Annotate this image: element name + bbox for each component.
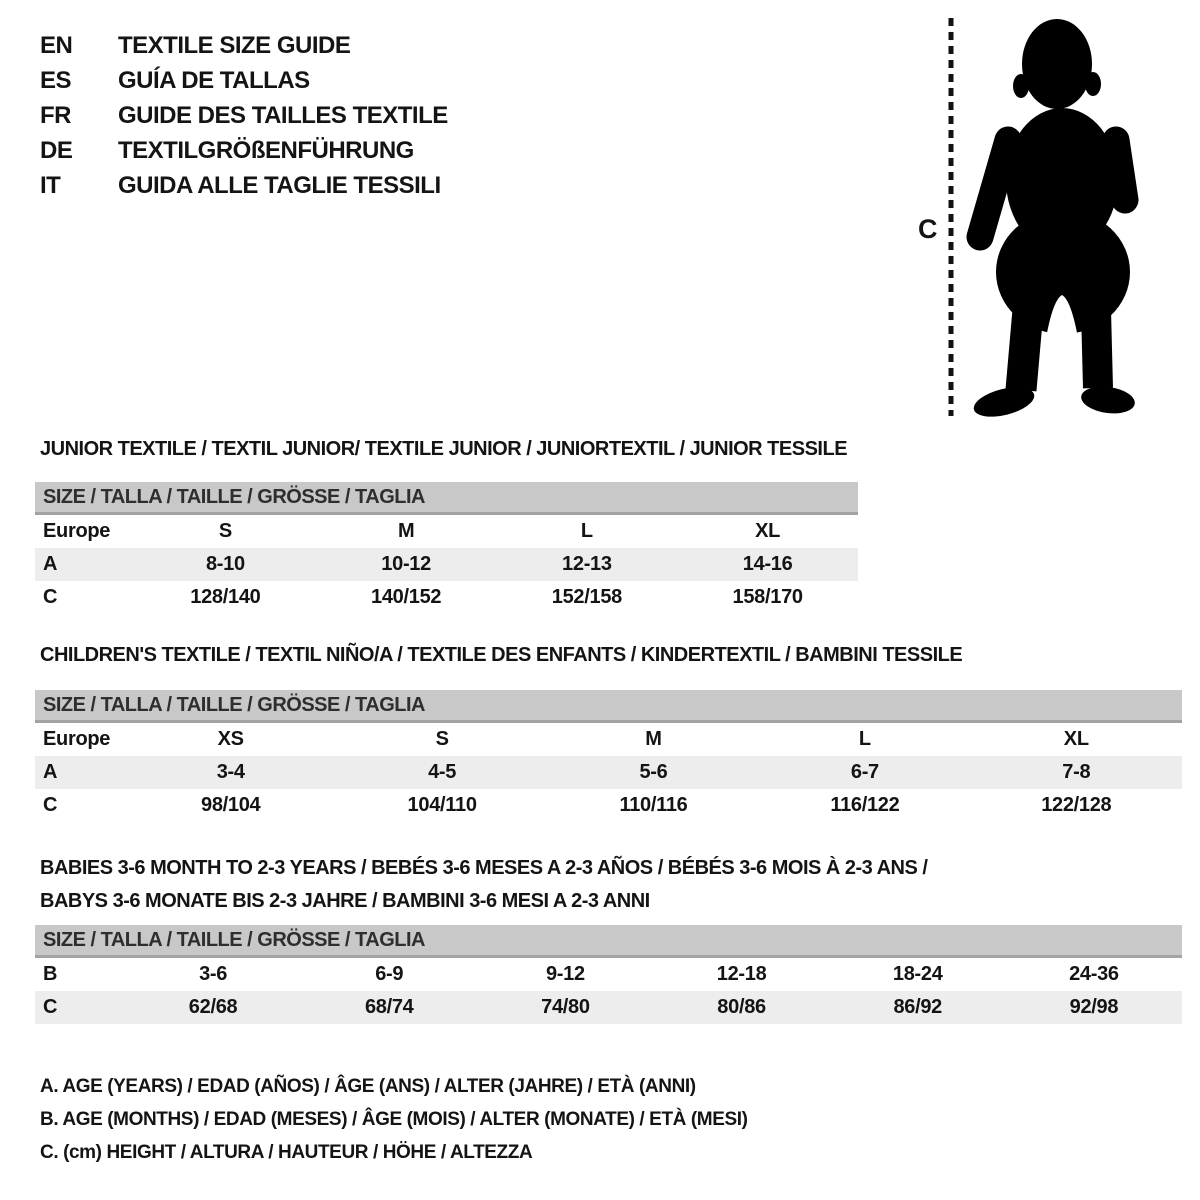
- height-label: C: [918, 214, 938, 244]
- cell-value: 12-13: [562, 553, 612, 575]
- section-title: JUNIOR TEXTILE / TEXTIL JUNIOR/ TEXTILE JUNIOR / JUNIORTEXTIL / JUNIOR TESSILE: [40, 438, 848, 460]
- language-code: FR: [40, 102, 71, 129]
- cell-value: 14-16: [742, 553, 793, 575]
- cell-value: L: [858, 728, 871, 750]
- cell-value: 80/86: [717, 996, 766, 1018]
- language-code: ES: [40, 67, 72, 94]
- row-label: Europe: [43, 520, 111, 542]
- table-header: SIZE / TALLA / TAILLE / GRÖSSE / TAGLIA: [35, 690, 1182, 723]
- height-figure-svg: [900, 0, 1200, 430]
- cell-value: 3-4: [216, 761, 245, 783]
- language-title: TEXTILE SIZE GUIDE: [118, 32, 351, 59]
- cell-value: 12-18: [716, 963, 767, 985]
- language-row: [40, 102, 448, 130]
- cell-value: 74/80: [541, 996, 590, 1018]
- cell-value: S: [435, 728, 449, 750]
- table-row: [35, 581, 858, 614]
- cell-value: 98/104: [201, 794, 261, 816]
- height-figure: [900, 0, 1200, 430]
- legend-line: A. AGE (YEARS) / EDAD (AÑOS) / ÂGE (ANS) / ALTER (JAHRE) / ETÀ (ANNI): [40, 1076, 696, 1097]
- cell-value: 128/140: [190, 586, 261, 608]
- table-row: [35, 958, 1182, 991]
- table-row: [35, 789, 1182, 822]
- cell-value: 110/116: [619, 794, 688, 816]
- row-label: B: [43, 963, 58, 985]
- language-title: GUIDA ALLE TAGLIE TESSILI: [118, 172, 441, 199]
- measurement-legend: [40, 1070, 748, 1169]
- section-titles: [35, 852, 1182, 918]
- row-label: A: [43, 761, 58, 783]
- cell-value: XS: [217, 728, 244, 750]
- size-table: [35, 690, 1182, 822]
- language-row: [40, 172, 448, 200]
- cell-value: M: [645, 728, 662, 750]
- cell-value: 62/68: [188, 996, 238, 1018]
- cell-value: 4-5: [428, 761, 457, 783]
- section-titles: [35, 437, 858, 461]
- cell-value: 68/74: [364, 996, 414, 1018]
- cell-value: 8-10: [205, 553, 245, 575]
- table-row: [35, 756, 1182, 789]
- cell-value: 3-6: [199, 963, 228, 985]
- row-label: A: [43, 553, 58, 575]
- cell-value: 92/98: [1069, 996, 1119, 1018]
- section-junior-textile: [35, 437, 858, 614]
- legend-line: C. (cm) HEIGHT / ALTURA / HAUTEUR / HÖHE / ALTEZZA: [40, 1142, 533, 1163]
- row-label: C: [43, 794, 58, 816]
- cell-value: XL: [755, 520, 781, 542]
- cell-value: 7-8: [1062, 761, 1091, 783]
- table-header: SIZE / TALLA / TAILLE / GRÖSSE / TAGLIA: [35, 482, 858, 515]
- section-childrens-textile: [35, 643, 1182, 822]
- table-row: [35, 548, 858, 581]
- row-label: C: [43, 586, 58, 608]
- legend-line: B. AGE (MONTHS) / EDAD (MESES) / ÂGE (MOIS) / ALTER (MONATE) / ETÀ (MESI): [40, 1109, 748, 1130]
- table-row: [35, 723, 1182, 756]
- language-row: [40, 67, 448, 95]
- size-table: [35, 925, 1182, 1024]
- language-row: [40, 32, 448, 60]
- cell-value: 18-24: [892, 963, 943, 985]
- section-title: BABIES 3-6 MONTH TO 2-3 YEARS / BEBÉS 3-6 MESES A 2-3 AÑOS / BÉBÉS 3-6 MOIS À 2-3 ANS /: [40, 857, 928, 879]
- language-code: DE: [40, 137, 73, 164]
- section-title: BABYS 3-6 MONATE BIS 2-3 JAHRE / BAMBINI 3-6 MESI A 2-3 ANNI: [40, 890, 650, 912]
- cell-value: 152/158: [551, 586, 622, 608]
- language-title: GUÍA DE TALLAS: [118, 67, 310, 94]
- language-row: [40, 137, 448, 165]
- cell-value: 140/152: [371, 586, 442, 608]
- language-code: IT: [40, 172, 61, 199]
- cell-value: L: [580, 520, 593, 542]
- table-row: [35, 515, 858, 548]
- cell-value: 158/170: [732, 586, 803, 608]
- row-label: Europe: [43, 728, 111, 750]
- cell-value: 24-36: [1069, 963, 1119, 985]
- cell-value: 104/110: [407, 794, 477, 816]
- cell-value: 6-7: [850, 761, 879, 783]
- table-rows: [35, 515, 858, 614]
- cell-value: M: [397, 520, 415, 542]
- toddler-silhouette-icon: [971, 19, 1137, 422]
- cell-value: 122/128: [1041, 794, 1112, 816]
- language-code: EN: [40, 32, 73, 59]
- table-header: SIZE / TALLA / TAILLE / GRÖSSE / TAGLIA: [35, 925, 1182, 958]
- row-label: C: [43, 996, 58, 1018]
- table-rows: [35, 723, 1182, 822]
- language-title: TEXTILGRÖßENFÜHRUNG: [118, 137, 414, 164]
- cell-value: 5-6: [639, 761, 668, 783]
- cell-value: S: [218, 520, 232, 542]
- cell-value: 9-12: [545, 963, 585, 985]
- language-title: GUIDE DES TAILLES TEXTILE: [118, 102, 448, 129]
- size-table: [35, 482, 858, 614]
- section-title: CHILDREN'S TEXTILE / TEXTIL NIÑO/A / TEXTILE DES ENFANTS / KINDERTEXTIL / BAMBINI TESSILE: [40, 644, 963, 666]
- cell-value: XL: [1063, 728, 1089, 750]
- cell-value: 10-12: [381, 553, 431, 575]
- table-row: [35, 991, 1182, 1024]
- cell-value: 6-9: [375, 963, 404, 985]
- cell-value: 116/122: [830, 794, 900, 816]
- table-rows: [35, 958, 1182, 1024]
- section-titles: [35, 643, 1182, 667]
- section-babies-textile: [35, 852, 1182, 1024]
- language-list: [40, 32, 448, 207]
- cell-value: 86/92: [893, 996, 943, 1018]
